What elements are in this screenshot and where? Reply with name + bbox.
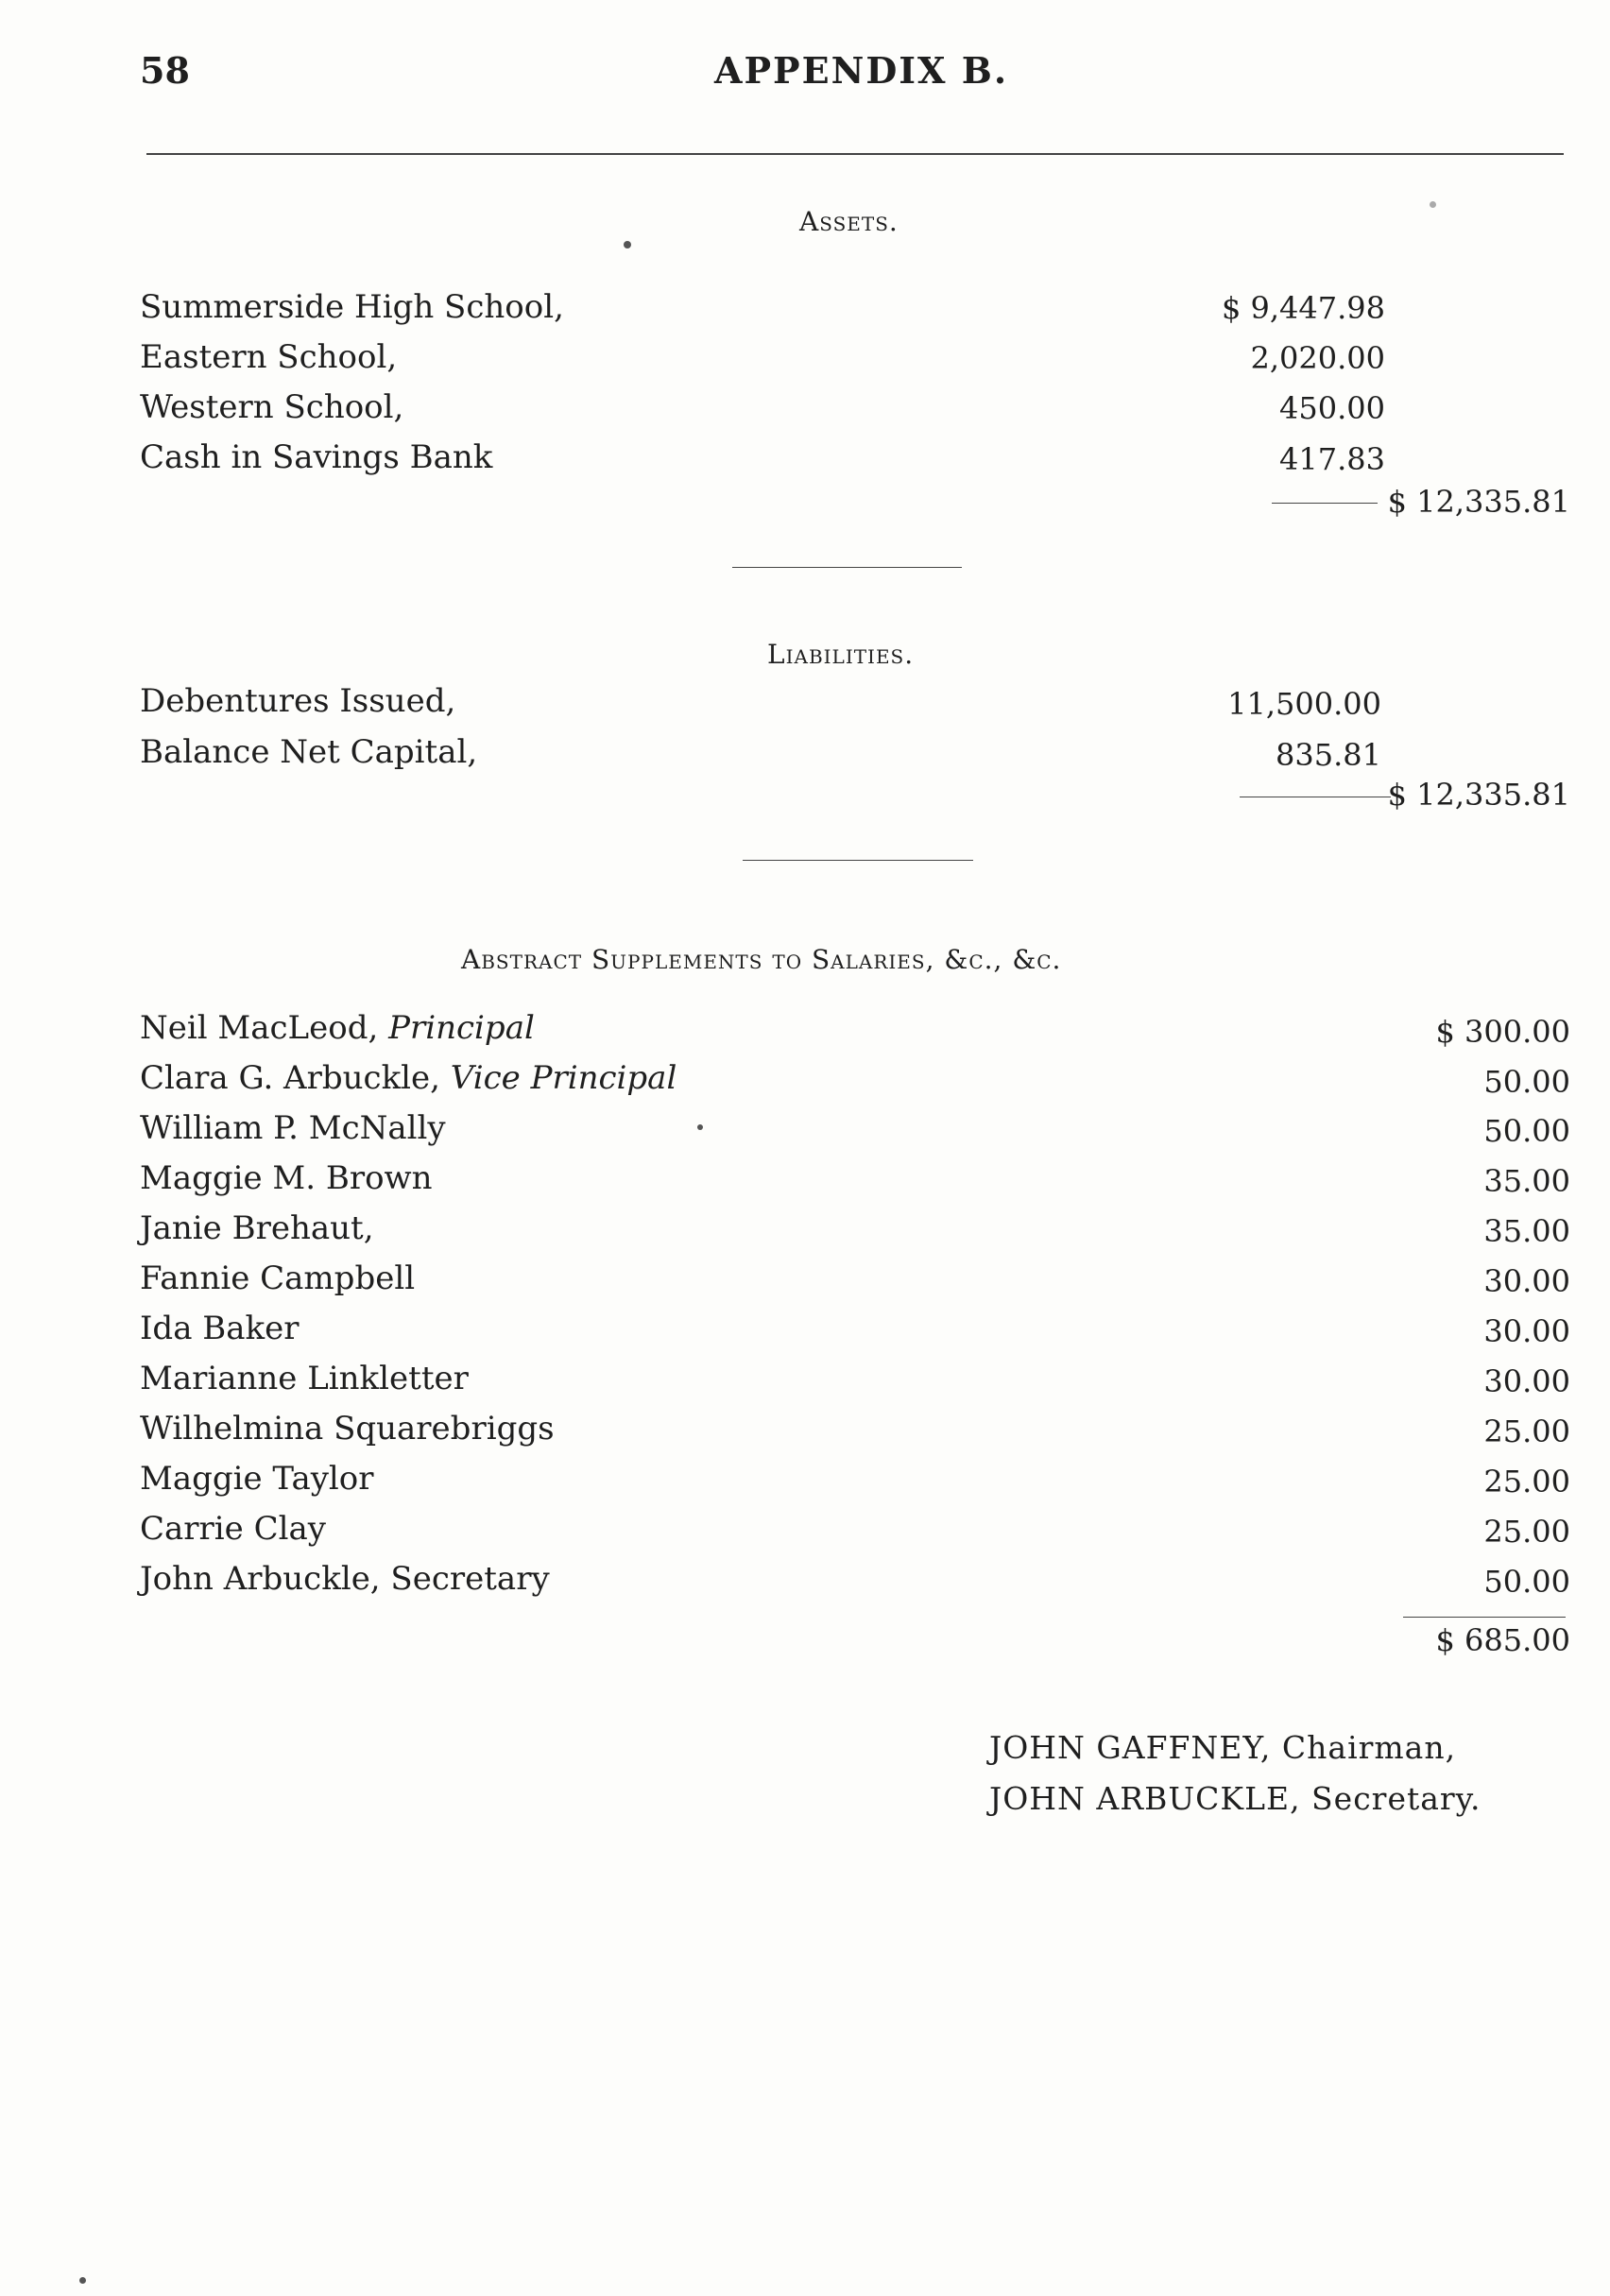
signature-secretary: JOHN ARBUCKLE, Secretary.	[989, 1780, 1482, 1817]
supplement-name: Maggie Taylor	[140, 1460, 374, 1498]
assets-total: $ 12,335.81	[1387, 484, 1570, 520]
supplement-role: Vice Principal	[450, 1059, 677, 1097]
asset-amount: $ 9,447.98	[1221, 290, 1385, 326]
supplement-amount: 25.00	[1483, 1514, 1570, 1550]
scan-speck	[79, 2277, 86, 2284]
scan-speck	[1430, 201, 1436, 208]
supplement-name: Wilhelmina Squarebriggs	[140, 1410, 555, 1448]
section-divider	[743, 860, 973, 861]
supplement-name	[140, 1009, 535, 1047]
supplements-total: $ 685.00	[1435, 1622, 1570, 1658]
supplement-name: Janie Brehaut,	[140, 1209, 374, 1247]
supplements-heading: Abstract Supplements to Salaries, &c., &c.	[461, 944, 1062, 975]
asset-amount: 417.83	[1279, 441, 1385, 477]
assets-sum-rule	[1272, 503, 1378, 504]
supplements-sum-rule	[1403, 1617, 1566, 1618]
supplement-amount: 35.00	[1483, 1163, 1570, 1199]
asset-amount: 2,020.00	[1250, 340, 1385, 376]
supplement-name: Ida Baker	[140, 1310, 300, 1347]
signature-chairman: JOHN GAFFNEY, Chairman,	[989, 1729, 1457, 1766]
header-rule	[146, 153, 1564, 155]
supplement-person: Clara G. Arbuckle,	[140, 1059, 440, 1097]
supplement-amount: 30.00	[1483, 1313, 1570, 1349]
page-number: 58	[140, 49, 190, 92]
scan-speck	[697, 1124, 703, 1130]
supplement-amount: $ 300.00	[1435, 1014, 1570, 1050]
supplement-amount: 25.00	[1483, 1414, 1570, 1449]
supplement-amount: 25.00	[1483, 1464, 1570, 1499]
scan-speck	[624, 241, 631, 248]
asset-label: Western School,	[140, 388, 404, 426]
liabilities-heading: Liabilities.	[767, 639, 915, 670]
supplement-name	[140, 1059, 677, 1097]
supplement-person: Neil MacLeod,	[140, 1009, 379, 1047]
asset-amount: 450.00	[1279, 390, 1385, 426]
asset-label: Eastern School,	[140, 338, 398, 376]
supplement-amount: 50.00	[1483, 1064, 1570, 1100]
liability-label: Debentures Issued,	[140, 682, 456, 720]
supplement-name: Maggie M. Brown	[140, 1159, 433, 1197]
supplement-name: John Arbuckle, Secretary	[140, 1560, 550, 1598]
supplement-name: William P. McNally	[140, 1109, 446, 1147]
supplement-amount: 50.00	[1483, 1113, 1570, 1149]
page-title: APPENDIX B.	[714, 49, 1009, 92]
section-divider	[732, 567, 962, 568]
supplement-amount: 50.00	[1483, 1564, 1570, 1600]
supplement-name: Carrie Clay	[140, 1510, 326, 1548]
liability-amount: 835.81	[1276, 737, 1381, 773]
supplement-role: Principal	[388, 1009, 535, 1047]
supplement-amount: 35.00	[1483, 1213, 1570, 1249]
liability-amount: 11,500.00	[1227, 686, 1381, 722]
supplement-name: Fannie Campbell	[140, 1259, 416, 1297]
assets-heading: Assets.	[799, 206, 899, 237]
supplement-amount: 30.00	[1483, 1263, 1570, 1299]
liability-label: Balance Net Capital,	[140, 733, 478, 771]
supplement-amount: 30.00	[1483, 1363, 1570, 1399]
liabilities-total: $ 12,335.81	[1387, 777, 1570, 813]
asset-label: Cash in Savings Bank	[140, 438, 493, 476]
supplement-name: Marianne Linkletter	[140, 1360, 469, 1397]
asset-label: Summerside High School,	[140, 288, 564, 326]
